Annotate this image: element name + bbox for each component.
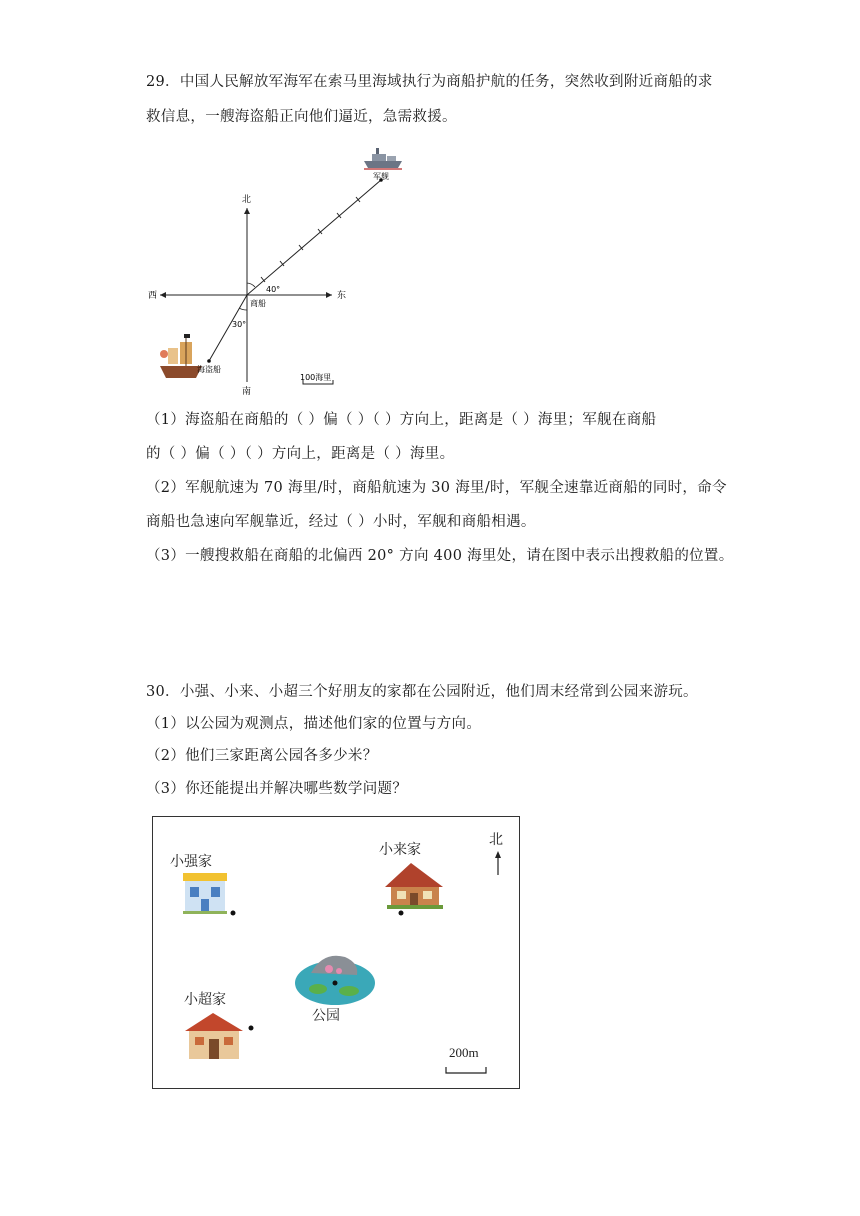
angle-arc-sw (239, 308, 247, 310)
xiaochao-label: 小超家 (184, 992, 226, 1008)
q29-stem-line2: 救信息，一艘海盗船正向他们逼近，急需救援。 (146, 109, 457, 125)
xiaolai-point (399, 911, 404, 916)
pirate-label: 海盗船 (197, 365, 221, 374)
q29-part3: （3）一艘搜救船在商船的北偏西 20° 方向 400 海里处，请在图中表示出搜救船的位置。 (146, 548, 734, 564)
west-label: 西 (148, 291, 158, 301)
xiaoqiang-point (231, 911, 236, 916)
scale-label: 100海里 (300, 373, 332, 382)
q30-part2: （2）他们三家距离公园各多少米？ (146, 748, 378, 764)
angle-ne-label: 40° (266, 285, 281, 294)
park-point (333, 981, 338, 986)
angle-sw-label: 30° (232, 320, 247, 329)
north-label: 北 (242, 195, 252, 205)
map-scale-bar (446, 1067, 486, 1073)
pirate-point (207, 359, 211, 363)
north-arrowhead-icon (495, 851, 501, 858)
xiaochao-point (249, 1026, 254, 1031)
warship-icon (364, 148, 402, 169)
xiaoqiang-label: 小强家 (170, 854, 212, 870)
q30-map (152, 816, 520, 1089)
xiaochao-house-icon (185, 1013, 243, 1059)
xiaolai-house-icon (385, 863, 443, 909)
east-label: 东 (337, 291, 347, 301)
q29-direction-diagram (140, 140, 420, 397)
xiaoqiang-house-icon (183, 873, 227, 914)
q30-stem: 30．小强、小来、小超三个好朋友的家都在公园附近，他们周末经常到公园来游玩。 (146, 684, 698, 700)
park-icon (295, 956, 375, 1005)
pirate-ship-icon (160, 334, 202, 378)
south-label: 南 (242, 387, 252, 397)
warship-line (247, 180, 381, 295)
xiaolai-label: 小来家 (379, 842, 421, 858)
merchant-label: 商船 (250, 299, 266, 308)
q29-stem-line1: 29．中国人民解放军海军在索马里海域执行为商船护航的任务，突然收到附近商船的求 (146, 74, 713, 90)
angle-arc-ne (247, 283, 255, 287)
park-label: 公园 (312, 1008, 340, 1024)
q29-part1-line1: （1）海盗船在商船的（ ）偏（ ）（ ）方向上，距离是（ ）海里；军舰在商船 (146, 412, 657, 428)
warship-ticks (261, 197, 360, 282)
q29-part1-line2: 的（ ）偏（ ）（ ）方向上，距离是（ ）海里。 (146, 446, 455, 462)
map-scale-label: 200m (449, 1045, 479, 1060)
q29-part2-line1: （2）军舰航速为 70 海里/时，商船航速为 30 海里/时，军舰全速靠近商船的同时，命令 (146, 480, 727, 496)
map-north-label: 北 (489, 832, 503, 848)
q30-part3: （3）你还能提出并解决哪些数学问题？ (146, 781, 408, 797)
warship-label: 军舰 (373, 172, 389, 181)
q30-part1: （1）以公园为观测点，描述他们家的位置与方向。 (146, 716, 482, 732)
q29-part2-line2: 商船也急速向军舰靠近，经过（ ）小时，军舰和商船相遇。 (146, 514, 536, 530)
